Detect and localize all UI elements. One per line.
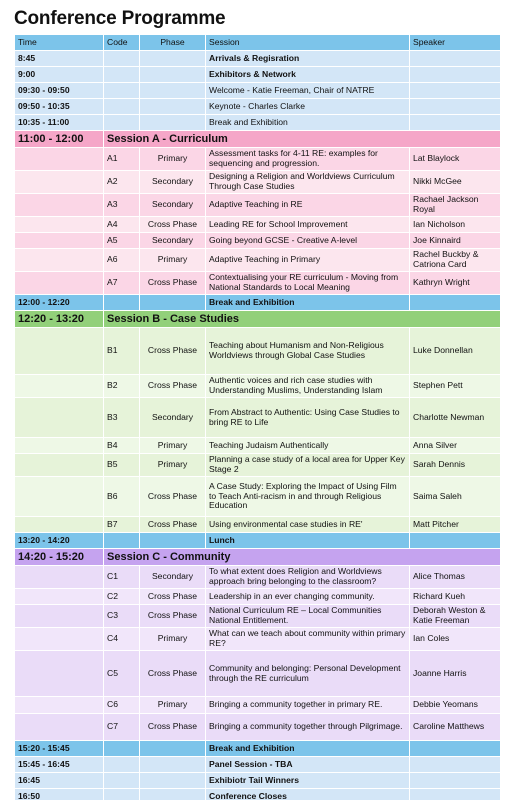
time-cell: [15, 697, 104, 714]
session-row: [15, 714, 501, 741]
speaker-cell: Sarah Dennis: [410, 454, 501, 477]
session-cell: Lunch: [206, 533, 410, 549]
time-cell: [15, 194, 104, 217]
time-cell: 15:20 - 15:45: [15, 741, 104, 757]
phase-cell: [140, 83, 206, 99]
speaker-cell: [410, 789, 501, 800]
time-cell: [15, 272, 104, 295]
code-cell: [104, 51, 140, 67]
schedule-row: [15, 533, 501, 549]
code-cell: C5: [104, 651, 140, 697]
session-cell: Arrivals & Regisration: [206, 51, 410, 67]
speaker-cell: Matt Pitcher: [410, 517, 501, 533]
session-cell: Designing a Religion and Worldviews Curriculum Through Case Studies: [206, 171, 410, 194]
phase-cell: Primary: [140, 454, 206, 477]
speaker-cell: Rachael Jackson Royal: [410, 194, 501, 217]
speaker-cell: Caroline Matthews: [410, 714, 501, 741]
session-row: [15, 454, 501, 477]
phase-cell: [140, 295, 206, 311]
section-title: Session B - Case Studies: [104, 311, 501, 328]
code-cell: [104, 67, 140, 83]
section-time: 11:00 - 12:00: [15, 131, 104, 148]
schedule-row: [15, 757, 501, 773]
speaker-cell: Lat Blaylock: [410, 148, 501, 171]
code-cell: A4: [104, 217, 140, 233]
session-row: [15, 233, 501, 249]
session-row: [15, 566, 501, 589]
phase-cell: [140, 51, 206, 67]
phase-cell: Cross Phase: [140, 651, 206, 697]
speaker-cell: Deborah Weston & Katie Freeman: [410, 605, 501, 628]
time-cell: 13:20 - 14:20: [15, 533, 104, 549]
speaker-cell: Saima Saleh: [410, 477, 501, 517]
code-cell: B5: [104, 454, 140, 477]
phase-cell: [140, 115, 206, 131]
speaker-cell: Anna Silver: [410, 438, 501, 454]
session-cell: Welcome - Katie Freeman, Chair of NATRE: [206, 83, 410, 99]
speaker-cell: Luke Donnellan: [410, 328, 501, 375]
speaker-cell: Joanne Harris: [410, 651, 501, 697]
session-row: [15, 605, 501, 628]
time-cell: [15, 148, 104, 171]
phase-cell: Secondary: [140, 171, 206, 194]
session-cell: Exhibiotr Tail Winners: [206, 773, 410, 789]
session-cell: Bringing a community together in primary RE.: [206, 697, 410, 714]
session-cell: What can we teach about community within primary RE?: [206, 628, 410, 651]
phase-cell: Cross Phase: [140, 589, 206, 605]
speaker-cell: [410, 99, 501, 115]
page-title: Conference Programme: [14, 8, 226, 29]
time-cell: [15, 714, 104, 741]
phase-cell: [140, 757, 206, 773]
code-cell: B1: [104, 328, 140, 375]
code-cell: [104, 757, 140, 773]
code-cell: A5: [104, 233, 140, 249]
code-cell: A7: [104, 272, 140, 295]
phase-cell: [140, 99, 206, 115]
session-cell: Leading RE for School Improvement: [206, 217, 410, 233]
section-title: Session C - Community: [104, 549, 501, 566]
speaker-cell: [410, 773, 501, 789]
session-row: [15, 194, 501, 217]
schedule-row: [15, 115, 501, 131]
code-cell: C6: [104, 697, 140, 714]
header-time: Time: [15, 35, 104, 51]
time-cell: 12:00 - 12:20: [15, 295, 104, 311]
section-header-row: [15, 549, 501, 566]
schedule-row: [15, 295, 501, 311]
phase-cell: Cross Phase: [140, 517, 206, 533]
session-row: [15, 375, 501, 398]
section-title: Session A - Curriculum: [104, 131, 501, 148]
session-row: [15, 628, 501, 651]
code-cell: B4: [104, 438, 140, 454]
session-row: [15, 589, 501, 605]
speaker-cell: Debbie Yeomans: [410, 697, 501, 714]
time-cell: [15, 217, 104, 233]
schedule-row: [15, 51, 501, 67]
code-cell: [104, 789, 140, 800]
session-row: [15, 651, 501, 697]
speaker-cell: Kathryn Wright: [410, 272, 501, 295]
phase-cell: Secondary: [140, 194, 206, 217]
session-cell: Exhibitors & Network: [206, 67, 410, 83]
session-cell: National Curriculum RE – Local Communities National Entitlement.: [206, 605, 410, 628]
schedule-row: [15, 773, 501, 789]
phase-cell: Cross Phase: [140, 375, 206, 398]
phase-cell: Secondary: [140, 398, 206, 438]
phase-cell: Cross Phase: [140, 272, 206, 295]
phase-cell: Primary: [140, 438, 206, 454]
time-cell: [15, 517, 104, 533]
code-cell: B6: [104, 477, 140, 517]
speaker-cell: [410, 741, 501, 757]
speaker-cell: [410, 115, 501, 131]
time-cell: 09:50 - 10:35: [15, 99, 104, 115]
phase-cell: Primary: [140, 697, 206, 714]
time-cell: [15, 398, 104, 438]
time-cell: [15, 477, 104, 517]
session-cell: Adaptive Teaching in RE: [206, 194, 410, 217]
session-row: [15, 171, 501, 194]
phase-cell: Primary: [140, 249, 206, 272]
session-row: [15, 398, 501, 438]
section-header-row: [15, 311, 501, 328]
session-cell: Panel Session - TBA: [206, 757, 410, 773]
code-cell: [104, 99, 140, 115]
session-cell: Adaptive Teaching in Primary: [206, 249, 410, 272]
code-cell: C2: [104, 589, 140, 605]
code-cell: A3: [104, 194, 140, 217]
time-cell: [15, 651, 104, 697]
phase-cell: Cross Phase: [140, 714, 206, 741]
section-header-row: [15, 131, 501, 148]
phase-cell: [140, 67, 206, 83]
phase-cell: Primary: [140, 148, 206, 171]
code-cell: B7: [104, 517, 140, 533]
code-cell: A6: [104, 249, 140, 272]
code-cell: [104, 741, 140, 757]
header-phase: Phase: [140, 35, 206, 51]
code-cell: [104, 773, 140, 789]
time-cell: [15, 438, 104, 454]
session-cell: Leadership in an ever changing community.: [206, 589, 410, 605]
time-cell: [15, 454, 104, 477]
session-cell: To what extent does Religion and Worldviews approach bring belonging to the classroom?: [206, 566, 410, 589]
session-row: [15, 249, 501, 272]
speaker-cell: [410, 757, 501, 773]
phase-cell: [140, 741, 206, 757]
code-cell: [104, 533, 140, 549]
phase-cell: Secondary: [140, 566, 206, 589]
session-row: [15, 328, 501, 375]
phase-cell: [140, 773, 206, 789]
speaker-cell: Ian Nicholson: [410, 217, 501, 233]
session-cell: Contextualising your RE curriculum - Moving from National Standards to Local Meaning: [206, 272, 410, 295]
speaker-cell: [410, 295, 501, 311]
schedule-row: [15, 789, 501, 800]
session-cell: Assessment tasks for 4-11 RE: examples for sequencing and progression.: [206, 148, 410, 171]
time-cell: [15, 628, 104, 651]
session-cell: Planning a case study of a local area for Upper Key Stage 2: [206, 454, 410, 477]
time-cell: [15, 171, 104, 194]
session-cell: Conference Closes: [206, 789, 410, 800]
session-row: [15, 272, 501, 295]
session-row: [15, 517, 501, 533]
phase-cell: Cross Phase: [140, 605, 206, 628]
time-cell: [15, 589, 104, 605]
speaker-cell: Joe Kinnaird: [410, 233, 501, 249]
code-cell: C1: [104, 566, 140, 589]
session-row: [15, 148, 501, 171]
phase-cell: [140, 789, 206, 800]
programme-table: [14, 34, 501, 800]
section-time: 14:20 - 15:20: [15, 549, 104, 566]
session-cell: From Abstract to Authentic: Using Case Studies to bring RE to Life: [206, 398, 410, 438]
header-speaker: Speaker: [410, 35, 501, 51]
code-cell: [104, 83, 140, 99]
time-cell: [15, 375, 104, 398]
code-cell: B2: [104, 375, 140, 398]
time-cell: [15, 233, 104, 249]
time-cell: 15:45 - 16:45: [15, 757, 104, 773]
time-cell: [15, 328, 104, 375]
time-cell: 9:00: [15, 67, 104, 83]
table-header-row: [15, 35, 501, 51]
session-cell: Teaching Judaism Authentically: [206, 438, 410, 454]
session-cell: Teaching about Humanism and Non-Religious Worldviews through Global Case Studies: [206, 328, 410, 375]
schedule-row: [15, 83, 501, 99]
phase-cell: Cross Phase: [140, 477, 206, 517]
session-cell: A Case Study: Exploring the Impact of Using Film to Teach Anti-racism in and through Religious Education: [206, 477, 410, 517]
session-cell: Authentic voices and rich case studies with Understanding Muslims, Understanding Islam: [206, 375, 410, 398]
time-cell: [15, 566, 104, 589]
speaker-cell: Nikki McGee: [410, 171, 501, 194]
time-cell: 8:45: [15, 51, 104, 67]
speaker-cell: Rachel Buckby & Catriona Card: [410, 249, 501, 272]
time-cell: [15, 605, 104, 628]
header-code: Code: [104, 35, 140, 51]
phase-cell: Primary: [140, 628, 206, 651]
code-cell: A1: [104, 148, 140, 171]
session-cell: Community and belonging: Personal Development through the RE curriculum: [206, 651, 410, 697]
schedule-row: [15, 741, 501, 757]
section-time: 12:20 - 13:20: [15, 311, 104, 328]
code-cell: A2: [104, 171, 140, 194]
phase-cell: Cross Phase: [140, 328, 206, 375]
code-cell: C4: [104, 628, 140, 651]
session-row: [15, 697, 501, 714]
session-row: [15, 477, 501, 517]
phase-cell: Secondary: [140, 233, 206, 249]
time-cell: 09:30 - 09:50: [15, 83, 104, 99]
code-cell: B3: [104, 398, 140, 438]
time-cell: 10:35 - 11:00: [15, 115, 104, 131]
speaker-cell: [410, 533, 501, 549]
speaker-cell: Richard Kueh: [410, 589, 501, 605]
session-row: [15, 217, 501, 233]
session-cell: Using environmental case studies in RE': [206, 517, 410, 533]
code-cell: C7: [104, 714, 140, 741]
speaker-cell: [410, 67, 501, 83]
time-cell: 16:45: [15, 773, 104, 789]
code-cell: [104, 115, 140, 131]
session-row: [15, 438, 501, 454]
session-cell: Going beyond GCSE - Creative A-level: [206, 233, 410, 249]
time-cell: [15, 249, 104, 272]
session-cell: Bringing a community together through Pilgrimage.: [206, 714, 410, 741]
phase-cell: Cross Phase: [140, 217, 206, 233]
session-cell: Break and Exhibition: [206, 295, 410, 311]
session-cell: Break and Exhibition: [206, 115, 410, 131]
speaker-cell: Stephen Pett: [410, 375, 501, 398]
header-session: Session: [206, 35, 410, 51]
speaker-cell: Alice Thomas: [410, 566, 501, 589]
session-cell: Break and Exhibition: [206, 741, 410, 757]
time-cell: 16:50: [15, 789, 104, 800]
speaker-cell: [410, 51, 501, 67]
schedule-row: [15, 99, 501, 115]
code-cell: [104, 295, 140, 311]
schedule-row: [15, 67, 501, 83]
programme-body: [15, 51, 501, 800]
code-cell: C3: [104, 605, 140, 628]
speaker-cell: Ian Coles: [410, 628, 501, 651]
phase-cell: [140, 533, 206, 549]
speaker-cell: [410, 83, 501, 99]
session-cell: Keynote - Charles Clarke: [206, 99, 410, 115]
speaker-cell: Charlotte Newman: [410, 398, 501, 438]
